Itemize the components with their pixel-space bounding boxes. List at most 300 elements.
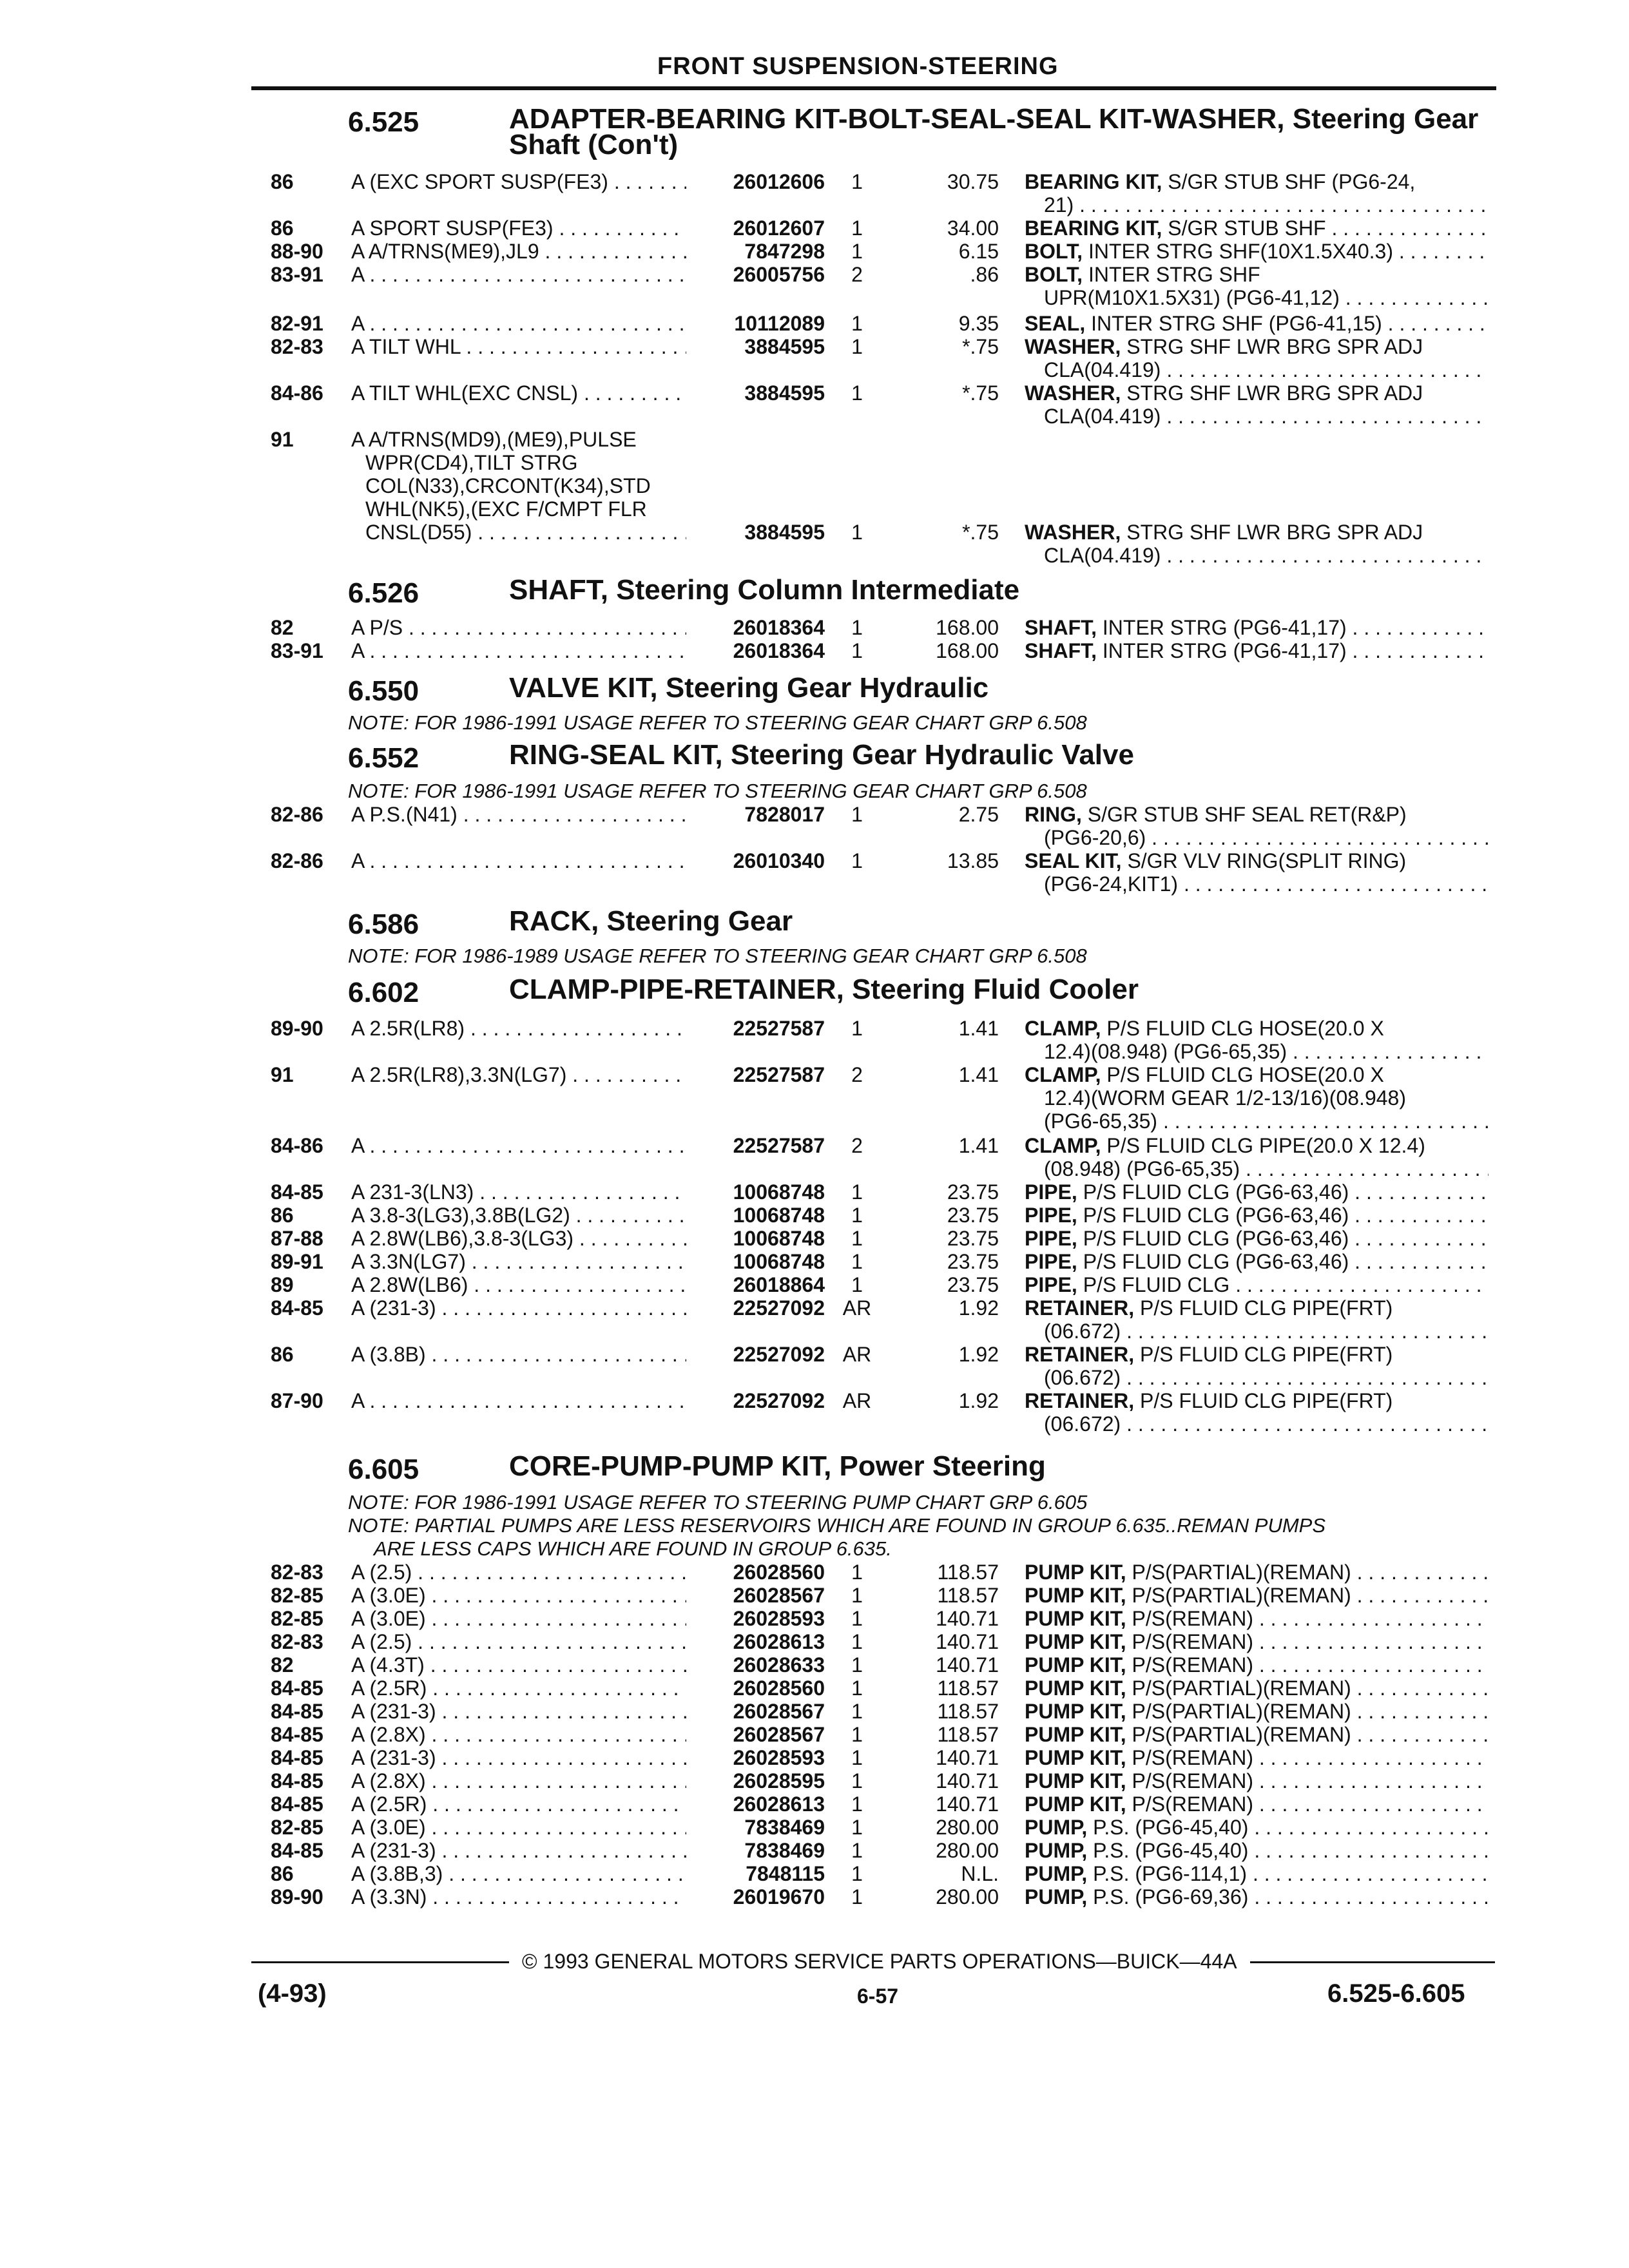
row-year: 86 <box>271 216 294 240</box>
part-desc: P/S FLUID CLG HOSE(20.0 X <box>1106 1017 1384 1040</box>
row-part-number: 7848115 <box>746 1862 825 1885</box>
row-price: 280.00 <box>936 1839 999 1862</box>
part-name: PUMP KIT, <box>1025 1746 1126 1769</box>
row-price: .86 <box>970 263 999 286</box>
row-description <box>1025 1723 1489 1746</box>
part-name: PUMP, <box>1025 1885 1088 1908</box>
row-quantity: 1 <box>851 1816 863 1839</box>
part-name: SEAL, <box>1025 312 1086 335</box>
row-application: A A/TRNS(ME9),JL9 . . . <box>351 240 686 263</box>
row-description <box>1025 170 1489 216</box>
row-part-number: 26018864 <box>733 1273 825 1296</box>
row-year: 84-85 <box>271 1296 323 1320</box>
part-desc: P/S FLUID CLG (PG6-63,46) <box>1083 1250 1349 1273</box>
row-description <box>1025 1839 1489 1862</box>
row-part-number: 26019670 <box>733 1885 825 1908</box>
row-application: A . . . <box>351 1134 686 1157</box>
row-price: *.75 <box>962 521 999 544</box>
part-desc-cont: CLA(04.419) . . . <box>1025 405 1489 428</box>
section-number: 6.605 <box>348 1454 419 1485</box>
row-description <box>1025 1389 1489 1436</box>
row-description <box>1025 1017 1489 1063</box>
row-year: 82-85 <box>271 1816 323 1839</box>
row-part-number: 22527092 <box>733 1343 825 1366</box>
row-part-number: 3884595 <box>744 335 825 358</box>
part-desc: INTER STRG SHF <box>1088 263 1260 286</box>
row-application: A . . . <box>351 849 686 872</box>
note-block <box>348 1537 1508 1561</box>
row-price: 13.85 <box>947 849 999 872</box>
part-desc-cont: (PG6-65,35) . . . <box>1025 1110 1489 1133</box>
row-description <box>1025 1816 1489 1839</box>
row-application: A (231-3) . . . <box>351 1296 686 1320</box>
row-part-number: 10068748 <box>733 1204 825 1227</box>
row-price: 140.71 <box>936 1746 999 1769</box>
row-year: 84-85 <box>271 1839 323 1862</box>
row-price: 34.00 <box>947 216 999 240</box>
row-price: 168.00 <box>936 616 999 639</box>
row-part-number: 26005756 <box>733 263 825 286</box>
section-number: 6.525 <box>348 106 419 138</box>
row-year: 84-85 <box>271 1746 323 1769</box>
part-name: PIPE, <box>1025 1227 1077 1250</box>
row-part-number: 22527587 <box>733 1017 825 1040</box>
row-part-number: 26028593 <box>733 1607 825 1630</box>
row-quantity: 1 <box>851 1180 863 1204</box>
row-year: 84-85 <box>271 1700 323 1723</box>
row-year: 89-90 <box>271 1017 323 1040</box>
row-quantity: 1 <box>851 521 863 544</box>
row-quantity: 1 <box>851 639 863 662</box>
row-part-number: 22527587 <box>733 1063 825 1086</box>
row-part-number: 10068748 <box>733 1227 825 1250</box>
row-price: 140.71 <box>936 1653 999 1677</box>
row-part-number: 3884595 <box>744 381 825 405</box>
row-quantity: 1 <box>851 1607 863 1630</box>
part-name: PUMP KIT, <box>1025 1561 1126 1584</box>
row-year: 82-86 <box>271 803 323 826</box>
note-text: NOTE: FOR 1986-1991 USAGE REFER TO STEERING GEAR CHART GRP 6.508 <box>348 780 1087 802</box>
row-application: A (3.0E) . . . <box>351 1816 686 1839</box>
row-quantity: 1 <box>851 1273 863 1296</box>
part-desc: P.S. (PG6-69,36) <box>1093 1885 1249 1908</box>
part-name: PUMP KIT, <box>1025 1584 1126 1607</box>
part-name: BOLT, <box>1025 263 1083 286</box>
row-year: 82-83 <box>271 1630 323 1653</box>
row-application: A . . . <box>351 312 686 335</box>
row-quantity: 1 <box>851 616 863 639</box>
row-application: A 2.5R(LR8),3.3N(LG7) . . . <box>351 1063 686 1086</box>
row-part-number: 26028613 <box>733 1792 825 1816</box>
part-name: SHAFT, <box>1025 639 1097 662</box>
part-name: PUMP, <box>1025 1839 1088 1862</box>
row-year: 82-85 <box>271 1584 323 1607</box>
section-title: VALVE KIT, Steering Gear Hydraulic <box>509 672 989 704</box>
row-application: A (2.5) . . . <box>351 1561 686 1584</box>
row-part-number: 10068748 <box>733 1180 825 1204</box>
row-quantity: 2 <box>851 263 863 286</box>
row-application: A (3.3N) . . . <box>351 1885 686 1908</box>
row-year: 84-86 <box>271 1134 323 1157</box>
row-description <box>1025 1063 1489 1133</box>
row-part-number: 22527092 <box>733 1296 825 1320</box>
row-part-number: 10068748 <box>733 1250 825 1273</box>
part-name: BOLT, <box>1025 240 1083 263</box>
row-application: A (231-3) . . . <box>351 1746 686 1769</box>
row-description <box>1025 1180 1489 1204</box>
row-description <box>1025 335 1489 381</box>
row-part-number: 26028613 <box>733 1630 825 1653</box>
row-price: 140.71 <box>936 1769 999 1792</box>
part-desc: STRG SHF LWR BRG SPR ADJ <box>1126 521 1423 544</box>
part-name: CLAMP, <box>1025 1063 1101 1086</box>
row-application: A (2.5) . . . <box>351 1630 686 1653</box>
row-quantity: 1 <box>851 1839 863 1862</box>
row-description <box>1025 1134 1489 1180</box>
part-desc: P/S FLUID CLG (PG6-63,46) <box>1083 1180 1349 1204</box>
row-description <box>1025 803 1489 849</box>
row-year: 84-85 <box>271 1723 323 1746</box>
app-line: CNSL(D55) . . . <box>351 521 686 544</box>
row-quantity: AR <box>842 1296 872 1320</box>
row-application: A 2.5R(LR8) . . . <box>351 1017 686 1040</box>
row-year: 87-88 <box>271 1227 323 1250</box>
row-description <box>1025 1677 1489 1700</box>
row-quantity: AR <box>842 1343 872 1366</box>
row-description <box>1025 216 1489 240</box>
part-desc: P/S(PARTIAL)(REMAN) <box>1132 1700 1351 1723</box>
row-quantity: 1 <box>851 1885 863 1908</box>
row-application: A 2.8W(LB6) . . . <box>351 1273 686 1296</box>
part-name: WASHER, <box>1025 335 1121 358</box>
part-desc-cont: CLA(04.419) . . . <box>1025 358 1489 381</box>
row-price: 23.75 <box>947 1180 999 1204</box>
row-description <box>1025 1653 1489 1677</box>
part-name: PIPE, <box>1025 1273 1077 1296</box>
part-name: SEAL KIT, <box>1025 849 1122 872</box>
part-desc: INTER STRG (PG6-41,17) <box>1102 639 1347 662</box>
part-desc: P/S(PARTIAL)(REMAN) <box>1132 1723 1351 1746</box>
part-desc: S/GR STUB SHF SEAL RET(R&P) <box>1087 803 1407 826</box>
row-quantity: 1 <box>851 312 863 335</box>
row-price: 1.41 <box>958 1017 999 1040</box>
row-application: A TILT WHL . . . <box>351 335 686 358</box>
row-price: 280.00 <box>936 1885 999 1908</box>
part-name: PUMP KIT, <box>1025 1769 1126 1792</box>
row-year: 86 <box>271 1204 294 1227</box>
row-part-number: 22527587 <box>733 1134 825 1157</box>
row-price: 118.57 <box>937 1561 999 1584</box>
row-price: *.75 <box>962 335 999 358</box>
row-price: 1.92 <box>958 1343 999 1366</box>
row-application: A (231-3) . . . <box>351 1700 686 1723</box>
row-application: A P.S.(N41) . . . <box>351 803 686 826</box>
row-quantity: 1 <box>851 335 863 358</box>
row-part-number: 26010340 <box>733 849 825 872</box>
part-desc: P/S FLUID CLG PIPE(FRT) <box>1139 1389 1393 1412</box>
part-name: PUMP, <box>1025 1862 1088 1885</box>
part-desc-cont: 21) . . . <box>1025 193 1489 216</box>
row-quantity: AR <box>842 1389 872 1412</box>
row-quantity: 1 <box>851 803 863 826</box>
section-heading <box>348 103 1508 164</box>
app-line: WHL(NK5),(EXC F/CMPT FLR <box>365 497 647 521</box>
row-application: A 3.3N(LG7) . . . <box>351 1250 686 1273</box>
part-desc: P/S FLUID CLG <box>1083 1273 1230 1296</box>
part-desc: P/S(REMAN) <box>1132 1746 1253 1769</box>
app-line: WPR(CD4),TILT STRG <box>365 451 578 474</box>
row-quantity: 1 <box>851 1584 863 1607</box>
part-name: PUMP, <box>1025 1816 1088 1839</box>
row-application: A (3.0E) . . . <box>351 1584 686 1607</box>
row-price: 1.41 <box>958 1063 999 1086</box>
part-desc-cont: 12.4)(08.948) (PG6-65,35) . . . <box>1025 1040 1489 1063</box>
part-name: PUMP KIT, <box>1025 1630 1126 1653</box>
row-description <box>1025 849 1489 896</box>
part-name: PIPE, <box>1025 1180 1077 1204</box>
part-name: SHAFT, <box>1025 616 1097 639</box>
row-year: 82 <box>271 1653 294 1677</box>
part-name: RETAINER, <box>1025 1389 1135 1412</box>
part-desc: P/S FLUID CLG PIPE(20.0 X 12.4) <box>1106 1134 1425 1157</box>
row-part-number: 22527092 <box>733 1389 825 1412</box>
row-quantity: 1 <box>851 240 863 263</box>
section-title: RING-SEAL KIT, Steering Gear Hydraulic Valve <box>509 739 1134 771</box>
part-desc: P.S. (PG6-45,40) <box>1093 1816 1249 1839</box>
footer-rule <box>251 1961 509 1963</box>
part-desc: P/S FLUID CLG HOSE(20.0 X <box>1106 1063 1384 1086</box>
part-desc: P.S. (PG6-45,40) <box>1093 1839 1249 1862</box>
part-desc: P/S(PARTIAL)(REMAN) <box>1132 1584 1351 1607</box>
row-quantity: 2 <box>851 1063 863 1086</box>
row-year: 82-85 <box>271 1607 323 1630</box>
part-name: PUMP KIT, <box>1025 1700 1126 1723</box>
row-price: 118.57 <box>937 1677 999 1700</box>
row-quantity: 1 <box>851 1017 863 1040</box>
part-desc: INTER STRG (PG6-41,17) <box>1102 616 1347 639</box>
row-year: 88-90 <box>271 240 323 263</box>
row-description <box>1025 263 1489 309</box>
note-text: NOTE: FOR 1986-1989 USAGE REFER TO STEERING GEAR CHART GRP 6.508 <box>348 945 1087 967</box>
row-price: *.75 <box>962 381 999 405</box>
part-desc: STRG SHF LWR BRG SPR ADJ <box>1126 335 1423 358</box>
section-number: 6.586 <box>348 908 419 940</box>
part-name: WASHER, <box>1025 521 1121 544</box>
row-quantity: 1 <box>851 1227 863 1250</box>
row-year: 84-85 <box>271 1677 323 1700</box>
part-desc: P/S(PARTIAL)(REMAN) <box>1132 1561 1351 1584</box>
row-quantity: 1 <box>851 1630 863 1653</box>
part-desc-cont: UPR(M10X1.5X31) (PG6-41,12) . . . <box>1025 286 1489 309</box>
row-price: 140.71 <box>936 1607 999 1630</box>
row-price: 168.00 <box>936 639 999 662</box>
part-name: PIPE, <box>1025 1250 1077 1273</box>
row-year: 89-91 <box>271 1250 323 1273</box>
row-quantity: 1 <box>851 1700 863 1723</box>
part-desc: P/S FLUID CLG PIPE(FRT) <box>1139 1296 1393 1320</box>
part-name: CLAMP, <box>1025 1134 1101 1157</box>
part-desc: P/S(REMAN) <box>1132 1792 1253 1816</box>
row-description <box>1025 1862 1489 1885</box>
row-price: 118.57 <box>937 1700 999 1723</box>
part-desc: P/S(REMAN) <box>1132 1630 1253 1653</box>
row-year: 83-91 <box>271 639 323 662</box>
row-year: 86 <box>271 1343 294 1366</box>
row-application: A TILT WHL(EXC CNSL) . . . <box>351 381 686 405</box>
row-description <box>1025 240 1489 263</box>
row-part-number: 7838469 <box>744 1839 825 1862</box>
header-rule <box>251 86 1496 90</box>
row-price: 23.75 <box>947 1227 999 1250</box>
part-name: RETAINER, <box>1025 1343 1135 1366</box>
part-desc-cont: (08.948) (PG6-65,35) . . . <box>1025 1157 1489 1180</box>
row-price: 140.71 <box>936 1630 999 1653</box>
part-desc-cont: (PG6-24,KIT1) . . . <box>1025 872 1489 896</box>
row-part-number: 7828017 <box>744 803 825 826</box>
row-part-number: 26028567 <box>733 1723 825 1746</box>
row-application: A (3.0E) . . . <box>351 1607 686 1630</box>
row-part-number: 26012606 <box>733 170 825 193</box>
row-description <box>1025 1204 1489 1227</box>
app-line: A A/TRNS(MD9),(ME9),PULSE <box>351 428 637 451</box>
part-desc: S/GR STUB SHF (PG6-24, <box>1168 170 1416 193</box>
part-desc-cont: (06.672) . . . <box>1025 1366 1489 1389</box>
row-price: 23.75 <box>947 1250 999 1273</box>
section-title: RACK, Steering Gear <box>509 905 793 937</box>
row-price: 1.92 <box>958 1296 999 1320</box>
section-number: 6.602 <box>348 977 419 1008</box>
row-quantity: 2 <box>851 1134 863 1157</box>
row-price: 118.57 <box>937 1723 999 1746</box>
row-description <box>1025 1700 1489 1723</box>
row-part-number: 26028560 <box>733 1677 825 1700</box>
part-desc: P/S(REMAN) <box>1132 1653 1253 1677</box>
row-description <box>1025 639 1489 662</box>
note-text: NOTE: FOR 1986-1991 USAGE REFER TO STEERING PUMP CHART GRP 6.605 <box>348 1491 1088 1514</box>
row-price: 9.35 <box>958 312 999 335</box>
row-price: 140.71 <box>936 1792 999 1816</box>
row-price: N.L. <box>961 1862 999 1885</box>
note-text: NOTE: PARTIAL PUMPS ARE LESS RESERVOIRS WHICH ARE FOUND IN GROUP 6.635..REMAN PUMPS <box>348 1514 1326 1537</box>
row-part-number: 26028593 <box>733 1746 825 1769</box>
part-desc: P/S FLUID CLG (PG6-63,46) <box>1083 1227 1349 1250</box>
section-number: 6.526 <box>348 577 419 609</box>
row-application: A (3.8B) . . . <box>351 1343 686 1366</box>
row-application: A (2.8X) . . . <box>351 1769 686 1792</box>
row-price: 23.75 <box>947 1204 999 1227</box>
row-description <box>1025 1584 1489 1607</box>
row-year: 82-83 <box>271 335 323 358</box>
row-application: A P/S . . . <box>351 616 686 639</box>
group-range: 6.525-6.605 <box>1327 1979 1465 2008</box>
row-year: 89 <box>271 1273 294 1296</box>
note-text: NOTE: FOR 1986-1991 USAGE REFER TO STEERING GEAR CHART GRP 6.508 <box>348 711 1087 734</box>
row-year: 82 <box>271 616 294 639</box>
row-description <box>1025 312 1489 335</box>
part-desc: STRG SHF LWR BRG SPR ADJ <box>1126 381 1423 405</box>
part-desc-cont: 12.4)(WORM GEAR 1/2-13/16)(08.948) <box>1044 1086 1406 1110</box>
row-quantity: 1 <box>851 1561 863 1584</box>
section-title: CLAMP-PIPE-RETAINER, Steering Fluid Cooler <box>509 974 1139 1005</box>
part-desc: P/S(REMAN) <box>1132 1607 1253 1630</box>
row-part-number: 26028560 <box>733 1561 825 1584</box>
row-application: A (2.8X) . . . <box>351 1723 686 1746</box>
row-application: A (EXC SPORT SUSP(FE3) . . . <box>351 170 686 193</box>
part-name: WASHER, <box>1025 381 1121 405</box>
row-price: 30.75 <box>947 170 999 193</box>
row-description <box>1025 521 1489 567</box>
row-part-number: 26018364 <box>733 616 825 639</box>
row-description <box>1025 1250 1489 1273</box>
section-title: CORE-PUMP-PUMP KIT, Power Steering <box>509 1450 1046 1482</box>
app-line: COL(N33),CRCONT(K34),STD <box>365 474 651 497</box>
row-year: 89-90 <box>271 1885 323 1908</box>
row-application: A SPORT SUSP(FE3) . . . <box>351 216 686 240</box>
part-desc: P/S(REMAN) <box>1132 1769 1253 1792</box>
part-name: RING, <box>1025 803 1082 826</box>
row-price: 118.57 <box>937 1584 999 1607</box>
row-year: 86 <box>271 1862 294 1885</box>
row-quantity: 1 <box>851 1746 863 1769</box>
row-part-number: 26028567 <box>733 1584 825 1607</box>
row-part-number: 26018364 <box>733 639 825 662</box>
row-part-number: 3884595 <box>744 521 825 544</box>
row-year: 91 <box>271 1063 294 1086</box>
row-quantity: 1 <box>851 1250 863 1273</box>
row-price: 6.15 <box>958 240 999 263</box>
row-year: 84-85 <box>271 1180 323 1204</box>
row-year: 84-85 <box>271 1792 323 1816</box>
row-year: 84-86 <box>271 381 323 405</box>
row-year: 84-85 <box>271 1769 323 1792</box>
row-quantity: 1 <box>851 216 863 240</box>
page-title: FRONT SUSPENSION-STEERING <box>657 53 1059 80</box>
footer-rule <box>1250 1961 1495 1963</box>
row-application: A 3.8-3(LG3),3.8B(LG2) . . . <box>351 1204 686 1227</box>
row-part-number: 10112089 <box>734 312 825 335</box>
part-desc: S/GR STUB SHF <box>1168 216 1326 240</box>
row-description <box>1025 381 1489 428</box>
row-application <box>351 428 686 544</box>
section-title: ADAPTER-BEARING KIT-BOLT-SEAL-SEAL KIT-WASHER, Steering Gear Shaft (Con't) <box>509 103 1479 160</box>
row-part-number: 7847298 <box>744 240 825 263</box>
section-number: 6.552 <box>348 742 419 774</box>
section-title: SHAFT, Steering Column Intermediate <box>509 574 1020 606</box>
row-application: A (2.5R) . . . <box>351 1677 686 1700</box>
row-application: A . . . <box>351 639 686 662</box>
row-price: 280.00 <box>936 1816 999 1839</box>
row-part-number: 26012607 <box>733 216 825 240</box>
row-quantity: 1 <box>851 1769 863 1792</box>
part-name: PUMP KIT, <box>1025 1723 1126 1746</box>
note-text: ARE LESS CAPS WHICH ARE FOUND IN GROUP 6.635. <box>374 1537 892 1560</box>
row-quantity: 1 <box>851 1677 863 1700</box>
row-price: 1.41 <box>958 1134 999 1157</box>
row-quantity: 1 <box>851 170 863 193</box>
row-application: A . . . <box>351 1389 686 1412</box>
row-price: 2.75 <box>958 803 999 826</box>
row-description <box>1025 1227 1489 1250</box>
copyright-line: © 1993 GENERAL MOTORS SERVICE PARTS OPERATIONS—BUICK—44A <box>522 1950 1237 1973</box>
part-name: PIPE, <box>1025 1204 1077 1227</box>
row-description <box>1025 1792 1489 1816</box>
row-price: 23.75 <box>947 1273 999 1296</box>
row-year: 82-86 <box>271 849 323 872</box>
part-name: BEARING KIT, <box>1025 216 1162 240</box>
row-year: 82-83 <box>271 1561 323 1584</box>
row-description <box>1025 1746 1489 1769</box>
row-application: A 2.8W(LB6),3.8-3(LG3) . . . <box>351 1227 686 1250</box>
